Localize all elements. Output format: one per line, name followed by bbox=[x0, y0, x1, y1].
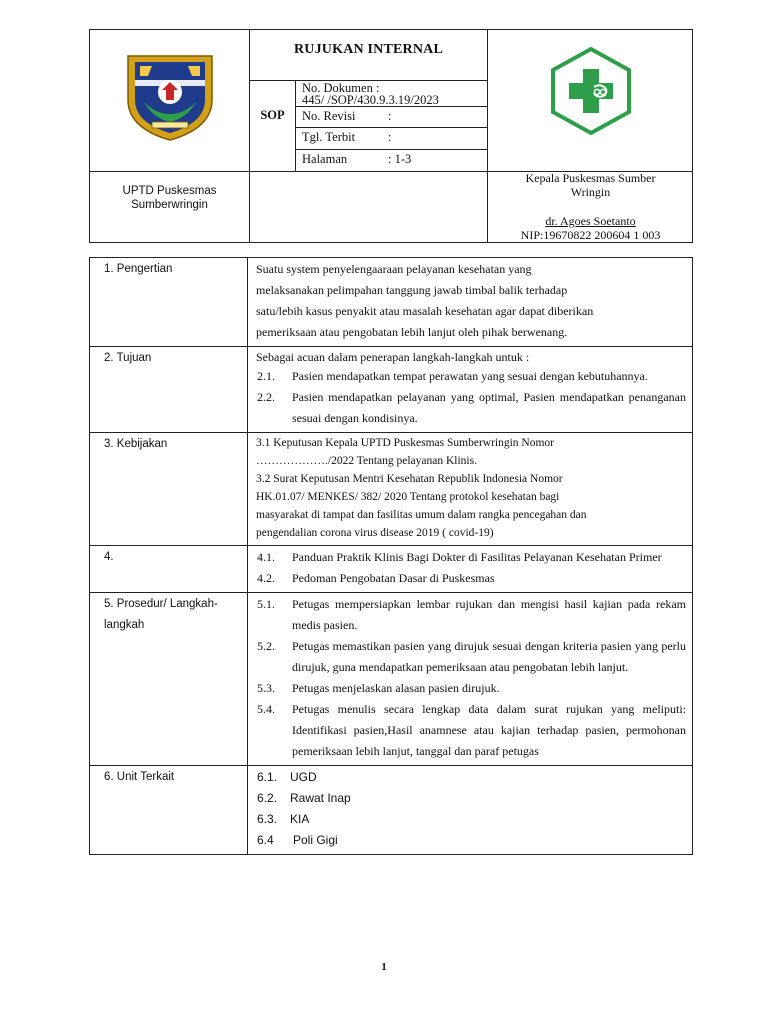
row-label: 6. Unit Terkait bbox=[90, 766, 248, 855]
document-title: RUJUKAN INTERNAL bbox=[293, 42, 444, 57]
field-revision-value: : bbox=[388, 109, 392, 123]
header-divider bbox=[295, 127, 487, 128]
head-title-line: Kepala Puskesmas Sumber bbox=[525, 171, 656, 185]
head-title-line: Wringin bbox=[570, 185, 611, 199]
puskesmas-cross-logo bbox=[550, 47, 632, 135]
row-content-tujuan: Sebagai acuan dalam penerapan langkah-langkah untuk : 2.1. Pasien mendapatkan tempat perawatan yang sesuai dengan kebutuhannya. 2.2. Pasien mendapatkan pelayanan yang optimal, Pasien mendapatkan penanganan sesuai dengan kondisinya. bbox=[248, 347, 693, 433]
row-content-kebijakan: 3.1 Keputusan Kepala UPTD Puskesmas Sumberwringin Nomor ………………./2022 Tentang pelayanan Klinis. 3.2 Surat Keputusan Mentri Kesehatan Republik Indonesia Nomor HK.01.07/ MENKES/ 382/ 2020 Tentang protokol kesehatan bagi masyarakat di tampat dan fasilitas umum dalam rangka pencegahan dan pengendalian corona virus disease 2019 ( covid-19) bbox=[248, 433, 693, 546]
list-item: 2.2. Pasien mendapatkan pelayanan yang optimal, Pasien mendapatkan penanganan sesuai dengan kondisinya. bbox=[257, 390, 686, 425]
header-box bbox=[89, 29, 693, 243]
head-nip: NIP:19670822 200604 1 003 bbox=[520, 228, 661, 242]
row-label: 3. Kebijakan bbox=[90, 433, 248, 546]
row-content-unit-terkait bbox=[248, 766, 693, 855]
field-issue-date-label: Tgl. Terbit bbox=[302, 130, 356, 144]
list-item: 4.2. Pedoman Pengobatan Dasar di Puskesmas bbox=[257, 571, 495, 585]
table-row bbox=[90, 433, 693, 546]
page-number: 1 bbox=[381, 961, 387, 973]
list-item: 6.1. UGD bbox=[257, 770, 317, 784]
list-item: 5.4. Petugas menulis secara lengkap data dalam surat rujukan yang meliputi: Identifikasi pasien,Hasil anamnese atau kajian terhadap pasien, permohonan pemeriksaan lebih lanjut, tanggal dan paraf petugas bbox=[257, 702, 686, 758]
list-item: 4.1. Panduan Praktik Klinis Bagi Dokter di Fasilitas Pelayanan Kesehatan Primer bbox=[257, 550, 662, 564]
list-item: 6.2. Rawat Inap bbox=[257, 791, 351, 805]
row-content-pengertian: Suatu system penyelengaaraan pelayanan kesehatan yang melaksanakan pelimpahan tanggung jawab timbal balik terhadap satu/lebih kasus penyakit atau masalah kesehatan agar dapat diberikan pemeriksaan atau pengobatan lebih lanjut oleh pihak berwenang. bbox=[248, 258, 693, 347]
table-row bbox=[90, 546, 693, 593]
table-row bbox=[90, 258, 693, 347]
list-item: 2.1. Pasien mendapatkan tempat perawatan yang sesuai dengan kebutuhannya. bbox=[257, 369, 648, 383]
header-divider bbox=[295, 149, 487, 150]
list-item: 6.3. KIA bbox=[257, 812, 310, 826]
sop-content-table bbox=[89, 257, 693, 855]
field-page-label: Halaman bbox=[302, 152, 348, 166]
regency-shield-logo bbox=[122, 50, 218, 142]
head-signature-block bbox=[488, 171, 693, 242]
list-item: 5.1. Petugas mempersiapkan lembar rujukan dan mengisi hasil kajian pada rekam medis pasien. bbox=[257, 597, 686, 632]
list-item: 6.4 Poli Gigi bbox=[257, 833, 338, 847]
field-revision-label: No. Revisi bbox=[302, 109, 356, 123]
row-label: 5. Prosedur/ Langkah-langkah bbox=[90, 593, 248, 766]
field-document-number-label: No. Dokumen : bbox=[302, 81, 380, 95]
field-issue-date-value: : bbox=[388, 130, 392, 144]
table-row bbox=[90, 766, 693, 855]
row-label: 1. Pengertian bbox=[90, 258, 248, 347]
table-row bbox=[90, 347, 693, 433]
row-content-prosedur bbox=[248, 593, 693, 766]
field-document-number-value: 445/ /SOP/430.9.3.19/2023 bbox=[302, 93, 439, 107]
head-name: dr. Agoes Soetanto bbox=[545, 214, 636, 228]
header-divider bbox=[295, 80, 296, 171]
institution-name: UPTD Puskesmas Sumberwringin bbox=[122, 185, 217, 211]
field-page-value: : 1-3 bbox=[388, 152, 412, 166]
row-content-referensi bbox=[248, 546, 693, 593]
sop-label: SOP bbox=[260, 108, 285, 122]
row-label: 4. bbox=[90, 546, 248, 593]
row-label: 2. Tujuan bbox=[90, 347, 248, 433]
header-divider bbox=[249, 30, 250, 243]
list-item: 5.3. Petugas menjelaskan alasan pasien dirujuk. bbox=[257, 681, 500, 695]
table-row bbox=[90, 593, 693, 766]
list-item: 5.2. Petugas memastikan pasien yang dirujuk sesuai dengan kriteria pasien yang perlu dirujuk, guna mendapatkan pemeriksaan atau pengobatan lebih lanjut. bbox=[257, 639, 686, 674]
